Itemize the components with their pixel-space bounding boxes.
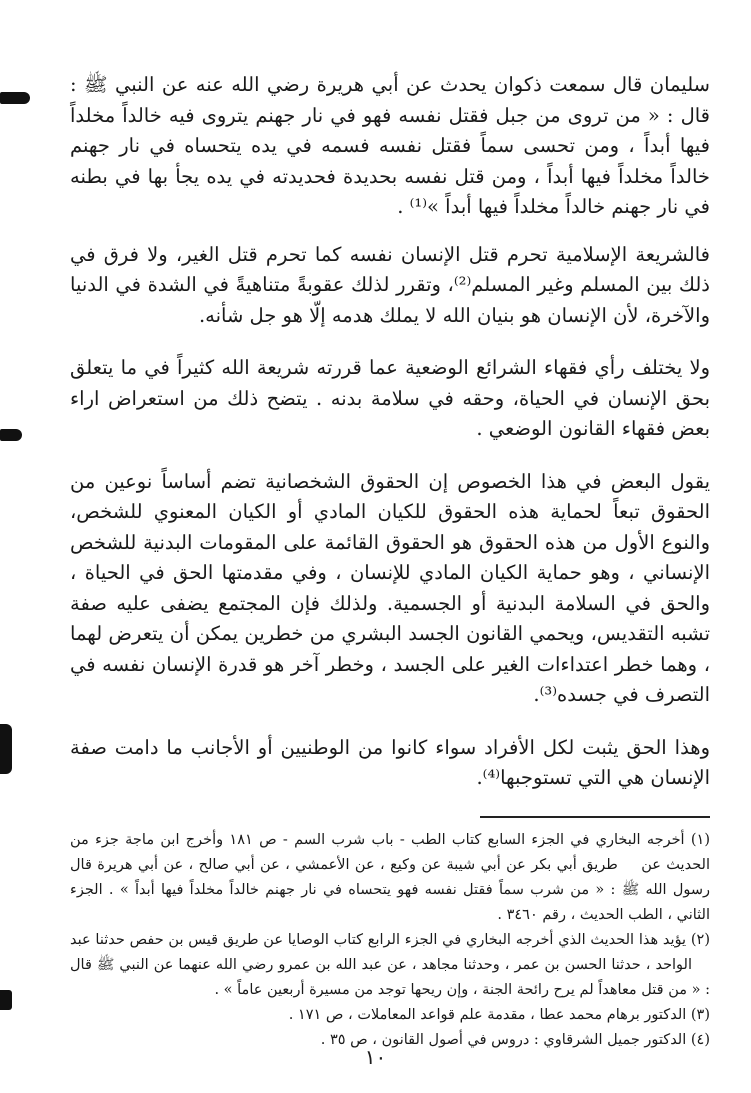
footnote-4-first: (٤) الدكتور جميل الشرقاوي : دروس في أصول القانون ، ص ٣٥ . xyxy=(320,1031,710,1048)
footnote-1-rest: طريق أبي بكر عن أبي شيبة عن وكيع ، عن الأعمشي ، عن أبي صالح ، عن أبي هريرة قال رسول الله ﷺ : « من شرب سماً فقتل نفسه فهو يتحساه في نار جهنم خالداً مخلداً فيها أبداً » . الجزء الثاني ، الطب الحديث ، رقم ٣٤٦٠ . xyxy=(70,856,710,923)
body-paragraph-2: فالشريعة الإسلامية تحرم قتل الإنسان نفسه كما تحرم قتل الغير، ولا فرق في ذلك بين المسلم وغير المسلم⁽²⁾، وتقرر لذلك عقوبةً متناهيةً في الشدة في الدنيا والآخرة، لأن الإنسان هو بنيان الله لا يملك هدمه إلّا هو جل شأنه. xyxy=(70,242,710,327)
body-paragraph-5: وهذا الحق يثبت لكل الأفراد سواء كانوا من الوطنيين أو الأجانب ما دامت صفة الإنسان هي التي تستوجبها⁽⁴⁾. xyxy=(70,735,710,789)
footnote-2-rest: الواحد ، حدثنا الحسن بن عمر ، وحدثنا مجاهد ، عن عبد الله بن عمرو رضي الله عنهما عن النبي ﷺ قال : « من قتل معاهداً لم يرح رائحة الجنة ، وإن ريحها توجد من مسيرة أربعين عاماً » . xyxy=(70,956,710,998)
body-paragraph-1: سليمان قال سمعت ذكوان يحدث عن أبي هريرة رضي الله عنه عن النبي ﷺ : قال : « من تروى من جبل فقتل نفسه فهو في نار جهنم يتروى فيه خالداً مخلداً فيها أبداً ، ومن تحسى سماً فقتل نفسه فسمه في يده يتحساه في نار جهنم خالداً مخلداً فيها أبداً ، ومن قتل نفسه بحديدة فحديدته في يده يجأ بها في بطنه في نار جهنم خالداً مخلداً فيها أبداً »⁽¹⁾ . xyxy=(70,73,710,218)
footnote-divider xyxy=(480,816,710,818)
scan-margin-mark xyxy=(0,92,30,104)
body-paragraph-4: يقول البعض في هذا الخصوص إن الحقوق الشخصانية تضم أساساً نوعين من الحقوق تبعاً لحماية هذه الحقوق للكيان المادي أو الكيان المعنوي للشخص، والنوع الأول من هذه الحقوق هو الحقوق القائمة على المقومات البدنية للشخص الإنساني ، وهو حماية الكيان المادي للإنسان ، وفي مقدمتها الحق في الحياة ، والحق في السلامة البدنية أو الجسمية. ولذلك فإن المجتمع يضفى عليه صفة تشبه التقديس، ويحمي القانون الجسد البشري من خطرين يمكن أن يتعرض لهما ، وهما خطر اعتداءات الغير على الجسد ، وخطر آخر هو قدرة الإنسان نفسه في التصرف في جسده⁽³⁾. xyxy=(70,469,710,706)
footnote-1 xyxy=(70,828,710,928)
footnote-3-first: (٣) الدكتور برهام محمد عطا ، مقدمة علم قواعد المعاملات ، ص ١٧١ . xyxy=(288,1006,710,1023)
body-paragraph-3: ولا يختلف رأي فقهاء الشرائع الوضعية عما قررته شريعة الله كثيراً في ما يتعلق بحق الإنسان في الحياة، وحقه في سلامة بدنه . يتضح ذلك من استعراض اراء بعض فقهاء القانون الوضعي . xyxy=(70,356,710,440)
footnote-1-first: (١) أخرجه البخاري في الجزء السابع كتاب الطب - باب شرب السم - ص ١٨١ وأخرج ابن ماجة جزء من الحديث عن xyxy=(70,831,711,873)
footnotes xyxy=(70,828,710,1053)
scan-margin-mark xyxy=(0,724,12,774)
page-content xyxy=(70,70,710,1053)
footnote-2-first: (٢) يؤيد هذا الحديث الذي أخرجه البخاري في الجزء الرابع كتاب الوصايا عن طريق قيس بن حفص حدثنا عبد xyxy=(70,931,710,948)
page-number: ١٠ xyxy=(364,1045,387,1069)
footnote-2 xyxy=(70,928,710,1003)
scan-margin-mark xyxy=(0,990,12,1010)
footnote-3 xyxy=(70,1003,710,1028)
scan-margin-mark xyxy=(0,429,22,441)
